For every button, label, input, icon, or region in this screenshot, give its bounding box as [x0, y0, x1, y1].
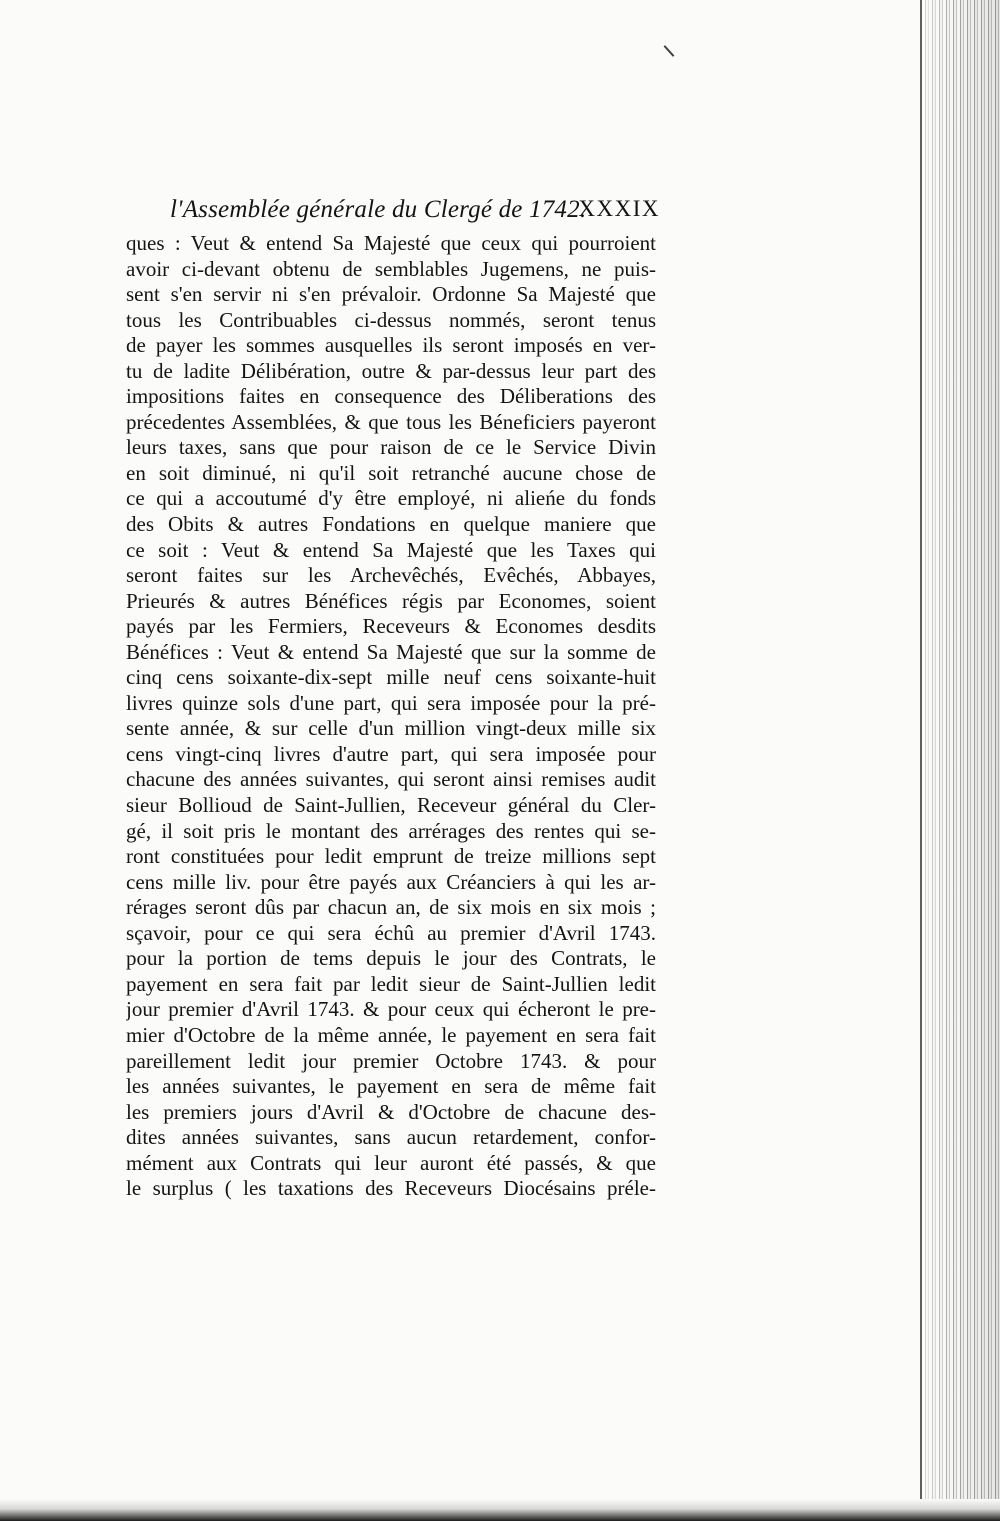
- text-line: dites années suivantes, sans aucun retardement, confor-: [126, 1125, 656, 1150]
- text-line: sieur Bollioud de Saint-Jullien, Receveur général du Cler-: [126, 793, 656, 818]
- running-head: l'Assemblée générale du Clergé de 1742.: [170, 196, 587, 223]
- text-line: les premiers jours d'Avril & d'Octobre de chacune des-: [126, 1099, 656, 1124]
- text-line: sente année, & sur celle d'un million vingt-deux mille six: [126, 716, 656, 741]
- stray-ink-mark: [664, 45, 675, 57]
- text-line: cens vingt-cinq livres d'autre part, qui sera imposée pour: [126, 741, 656, 766]
- text-line: les années suivantes, le payement en sera de même fait: [126, 1074, 656, 1099]
- text-line: mier d'Octobre de la même année, le payement en sera fait: [126, 1022, 656, 1047]
- text-line: le surplus ( les taxations des Receveurs Diocésains préle-: [126, 1176, 656, 1201]
- text-line: sent s'en servir ni s'en prévaloir. Ordonne Sa Majesté que: [126, 282, 656, 307]
- text-line: tous les Contribuables ci-dessus nommés, seront tenus: [126, 307, 656, 332]
- text-line: impositions faites en consequence des Déliberations des: [126, 384, 656, 409]
- text-line: rérages seront dûs par chacun an, de six mois en six mois ;: [126, 895, 656, 920]
- text-line: pour la portion de tems depuis le jour des Contrats, le: [126, 946, 656, 971]
- text-line: livres quinze sols d'une part, qui sera imposée pour la pré-: [126, 690, 656, 715]
- text-line: jour premier d'Avril 1743. & pour ceux qui écheront le pre-: [126, 997, 656, 1022]
- text-line: seront faites sur les Archevêchés, Evêchés, Abbayes,: [126, 563, 656, 588]
- text-line: ce qui a accoutumé d'y être employé, ni alieńe du fonds: [126, 486, 656, 511]
- book-edge-shading: [922, 0, 1000, 1521]
- text-line: chacune des années suivantes, qui seront ainsi remises audit: [126, 767, 656, 792]
- text-line: Prieurés & autres Bénéfices régis par Economes, soient: [126, 588, 656, 613]
- text-line: tu de ladite Délibération, outre & par-dessus leur part des: [126, 358, 656, 383]
- folio-number: XXXIX: [578, 196, 660, 221]
- text-line: cens mille liv. pour être payés aux Créanciers à qui les ar-: [126, 869, 656, 894]
- body-text: [126, 231, 656, 1202]
- text-line: payement en sera fait par ledit sieur de Saint-Jullien ledit: [126, 971, 656, 996]
- text-line: cinq cens soixante-dix-sept mille neuf cens soixante-huit: [126, 665, 656, 690]
- text-line: en soit diminué, ni qu'il soit retranché aucune chose de: [126, 460, 656, 485]
- text-line: leurs taxes, sans que pour raison de ce le Service Divin: [126, 435, 656, 460]
- text-line: ce soit : Veut & entend Sa Majesté que les Taxes qui: [126, 537, 656, 562]
- text-line: payés par les Fermiers, Receveurs & Economes desdits: [126, 614, 656, 639]
- text-line: ques : Veut & entend Sa Majesté que ceux qui pourroient: [126, 231, 656, 255]
- page-header: [170, 196, 660, 230]
- text-line: mément aux Contrats qui leur auront été passés, & que: [126, 1150, 656, 1175]
- text-line: avoir ci-devant obtenu de semblables Jugemens, ne puis-: [126, 256, 656, 281]
- text-line: gé, il soit pris le montant des arrérages des rentes qui se-: [126, 818, 656, 843]
- text-line: ront constituées pour ledit emprunt de treize millions sept: [126, 844, 656, 869]
- text-line: pareillement ledit jour premier Octobre 1743. & pour: [126, 1048, 656, 1073]
- text-line: de payer les sommes ausquelles ils seront imposés en ver-: [126, 333, 656, 358]
- text-line: précedentes Assemblées, & que tous les Béneficiers payeront: [126, 409, 656, 434]
- text-line: des Obits & autres Fondations en quelque maniere que: [126, 512, 656, 537]
- text-line: Bénéfices : Veut & entend Sa Majesté que sur la somme de: [126, 639, 656, 664]
- text-line: sçavoir, pour ce qui sera échû au premier d'Avril 1743.: [126, 920, 656, 945]
- book-bottom-edge: [0, 1499, 1000, 1521]
